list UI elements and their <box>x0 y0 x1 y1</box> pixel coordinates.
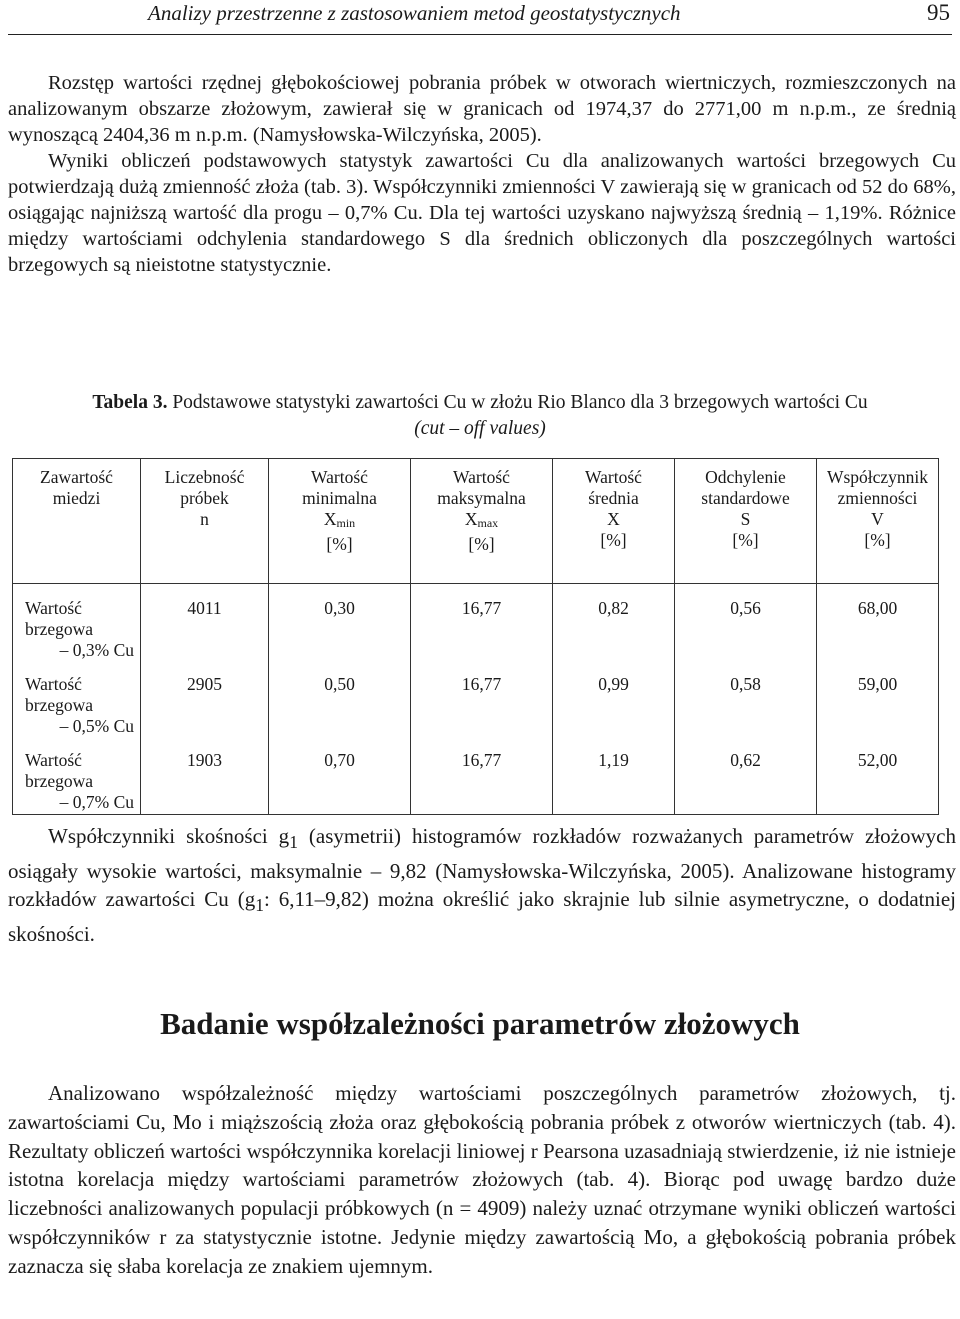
body-paragraph-skewness: Współczynniki skośności $g_1$ (asymetrii) histogramów rozkładów rozważanych parametrów złożowych osiągały wysokie wartości, maksymalnie – 9,82 (Namysłowska-Wilczyńska, 2005). Analizowane histogramy rozkładów zawartości Cu ($g_1$: 6,11–9,82) można określić jako skrajnie lub silnie asymetryczne, o dodatniej skośności. <box>8 824 957 946</box>
header-cell: Wartość minimalna Xmin [%] <box>269 459 411 584</box>
table-caption-subtitle: (cut – off values) <box>414 418 546 439</box>
cell-mean: 0,82 <box>553 584 675 669</box>
cell-max: 16,77 <box>411 668 553 744</box>
table-row <box>13 584 939 669</box>
cell-min: 0,70 <box>269 744 411 815</box>
cell-min: 0,30 <box>269 584 411 669</box>
table-row <box>13 668 939 744</box>
section-heading: Badanie współzależności parametrów złożowych <box>160 1006 800 1041</box>
row-label: Wartość brzegowa – 0,7% Cu <box>13 744 141 815</box>
statistics-table <box>12 458 939 815</box>
body-paragraph-depth <box>8 70 956 278</box>
running-title: Analizy przestrzenne z zastosowaniem metod geostatystycznych <box>148 1 681 25</box>
header-cell: Współczynnik zmienności V [%] <box>817 459 939 584</box>
header-cell: Zawartość miedzi <box>13 459 141 584</box>
header-cell: Odchylenie standardowe S [%] <box>675 459 817 584</box>
cell-v: 59,00 <box>817 668 939 744</box>
paragraph-text: Analizowano współzależność między wartościami poszczególnych parametrów złożowych, tj. zawartościami Cu, Mo i miąższością złoża oraz głębokością pobrania próbek z otworów wiertniczych (tab. 4). Rezultaty obliczeń wartości współczynnika korelacji liniowej r Pearsona uzasadniają stwierdzenie, iż nie istnieje istotna korelacja między wartościami parametrów złożowych (tab. 4). Biorąc pod uwagę bardzo duże liczebności analizowanych populacji próbkowych (n = 4909) należy uznać otrzymane wyniki obliczeń wartości współczynników r za statystycznie istotne. Jedynie między zawartością Mo, a głębokością pobrania próbek zaznacza się słaba korelacja ze znakiem ujemnym. <box>8 1081 956 1278</box>
cell-n: 1903 <box>141 744 269 815</box>
cell-min: 0,50 <box>269 668 411 744</box>
header-cell: Wartość maksymalna Xmax [%] <box>411 459 553 584</box>
page-number: 95 <box>927 0 950 25</box>
paragraph-text: Rozstęp wartości rzędnej głębokościowej pobrania próbek w otworach wiertniczych, rozmieszczonych na analizowanym obszarze złożowym, zawierał się w granicach od 1974,37 do 2771,00 m n.p.m., ze średnią wynoszącą 2404,36 m n.p.m. (Namysłowska-Wilczyńska, 2005). <box>8 72 956 146</box>
cell-std: 0,58 <box>675 668 817 744</box>
cell-std: 0,56 <box>675 584 817 669</box>
row-label: Wartość brzegowa – 0,5% Cu <box>13 668 141 744</box>
table-header-row <box>13 459 939 584</box>
table-caption <box>0 390 960 442</box>
cell-max: 16,77 <box>411 744 553 815</box>
cell-v: 52,00 <box>817 744 939 815</box>
cell-mean: 1,19 <box>553 744 675 815</box>
cell-mean: 0,99 <box>553 668 675 744</box>
header-cell: Liczebność próbek n <box>141 459 269 584</box>
table-label: Tabela 3. <box>92 392 168 413</box>
body-paragraph-correlation <box>8 1079 956 1281</box>
cell-max: 16,77 <box>411 584 553 669</box>
running-header <box>8 0 952 35</box>
header-cell: Wartość średnia X [%] <box>553 459 675 584</box>
table-row <box>13 744 939 815</box>
paragraph-text: Wyniki obliczeń podstawowych statystyk zawartości Cu dla analizowanych wartości brzegowych Cu potwierdzają dużą zmienność złoża (tab. 3). Współczynniki zmienności V zawierają się w granicach od 52 do 68%, osiągając najniższą wartość dla progu – 0,7% Cu. Dla tej wartości uzyskano najwyższą średnią – 1,19%. Różnice między wartościami odchylenia standardowego S dla średnich obliczonych dla poszczególnych wartości brzegowych są nieistotne statystycznie. <box>8 150 956 276</box>
table-caption-text: Podstawowe statystyki zawartości Cu w złożu Rio Blanco dla 3 brzegowych wartości Cu <box>172 392 868 413</box>
row-label: Wartość brzegowa – 0,3% Cu <box>13 584 141 669</box>
cell-n: 2905 <box>141 668 269 744</box>
cell-n: 4011 <box>141 584 269 669</box>
cell-std: 0,62 <box>675 744 817 815</box>
cell-v: 68,00 <box>817 584 939 669</box>
